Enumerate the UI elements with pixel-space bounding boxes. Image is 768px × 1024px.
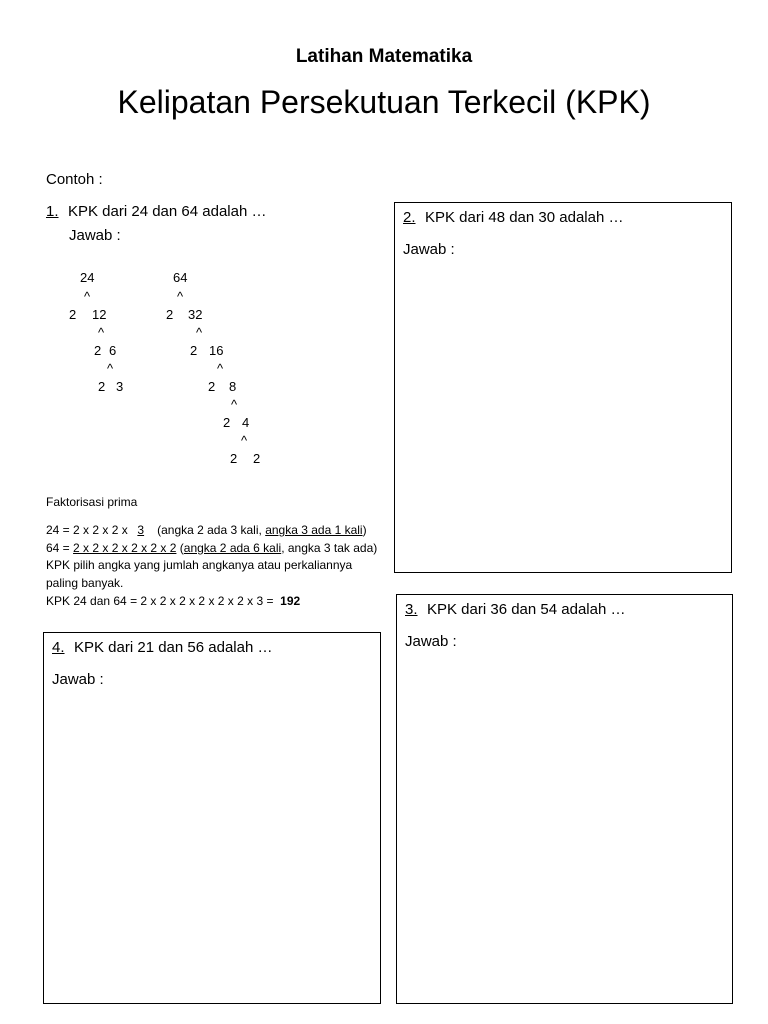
question-2 <box>403 209 623 226</box>
underlined-factor: 3 <box>137 523 145 537</box>
underlined-expression: 2 x 2 x 2 x 2 x 2 x 2 <box>73 541 177 555</box>
result-value: 192 <box>280 594 301 608</box>
tree-node: 2 <box>94 343 102 358</box>
example-question-text: KPK dari 24 dan 64 adalah … <box>68 203 267 220</box>
factorization-line-24 <box>46 523 367 537</box>
tree-node: 16 <box>209 343 224 358</box>
expression: 24 = 2 x 2 x 2 x <box>46 523 128 537</box>
tree-node: 8 <box>229 379 237 394</box>
worksheet-title: Kelipatan Persekutuan Terkecil (KPK) <box>117 84 651 120</box>
factorization-line-64 <box>46 541 377 555</box>
tree-node: 2 <box>166 307 174 322</box>
tree-node: 12 <box>92 307 107 322</box>
example-question <box>46 203 266 220</box>
tree-node: 4 <box>242 415 250 430</box>
example-number: 1. <box>46 203 59 220</box>
question-box-2 <box>394 202 732 573</box>
question-number: 2. <box>403 209 416 226</box>
tree-caret: ^ <box>177 289 184 304</box>
question-4 <box>52 639 272 656</box>
tree-node: 2 <box>253 451 261 466</box>
tree-caret: ^ <box>217 361 224 376</box>
tree-node: 2 <box>223 415 231 430</box>
tree-node: 2 <box>98 379 106 394</box>
kpk-result-line <box>46 594 300 608</box>
example-label: Contoh : <box>46 171 103 188</box>
tree-caret: ^ <box>196 325 203 340</box>
question-3 <box>405 601 625 618</box>
kpk-rule-line1: KPK pilih angka yang jumlah angkanya atau perkaliannya <box>46 558 353 572</box>
tree-caret: ^ <box>241 433 248 448</box>
tree-node: 2 <box>230 451 238 466</box>
answer-label: Jawab : <box>52 671 104 688</box>
question-text: KPK dari 36 dan 54 adalah … <box>427 601 626 618</box>
answer-label: Jawab : <box>405 633 457 650</box>
tree-caret: ^ <box>107 361 114 376</box>
expression: 64 = <box>46 541 70 555</box>
note: (angka 2 ada 3 kali, <box>157 523 262 537</box>
underlined-note: angka 3 ada 1 kali <box>265 523 363 537</box>
tree-node: 24 <box>80 270 95 285</box>
question-box-3 <box>396 594 733 1004</box>
tree-node: 6 <box>109 343 117 358</box>
note-end: , angka 3 tak ada) <box>281 541 378 555</box>
tree-node: 32 <box>188 307 203 322</box>
question-text: KPK dari 21 dan 56 adalah … <box>74 639 273 656</box>
result-expression: KPK 24 dan 64 = 2 x 2 x 2 x 2 x 2 x 2 x 3 = <box>46 594 274 608</box>
tree-node: 2 <box>208 379 216 394</box>
tree-node: 2 <box>69 307 77 322</box>
question-number: 4. <box>52 639 65 656</box>
tree-node: 2 <box>190 343 198 358</box>
answer-label: Jawab : <box>403 241 455 258</box>
question-text: KPK dari 48 dan 30 adalah … <box>425 209 624 226</box>
question-box-4 <box>43 632 381 1004</box>
underlined-note: angka 2 ada 6 kali <box>183 541 282 555</box>
worksheet-subtitle: Latihan Matematika <box>295 46 473 67</box>
tree-caret: ^ <box>231 397 238 412</box>
tree-node: 64 <box>173 270 188 285</box>
factorization-heading: Faktorisasi prima <box>46 495 138 509</box>
example-answer-label: Jawab : <box>69 227 121 244</box>
tree-caret: ^ <box>84 289 91 304</box>
kpk-rule-line2: paling banyak. <box>46 576 124 590</box>
question-number: 3. <box>405 601 418 618</box>
tree-caret: ^ <box>98 325 105 340</box>
note-end: ) <box>362 523 367 537</box>
tree-node: 3 <box>116 379 124 394</box>
note-open: ( <box>179 541 184 555</box>
